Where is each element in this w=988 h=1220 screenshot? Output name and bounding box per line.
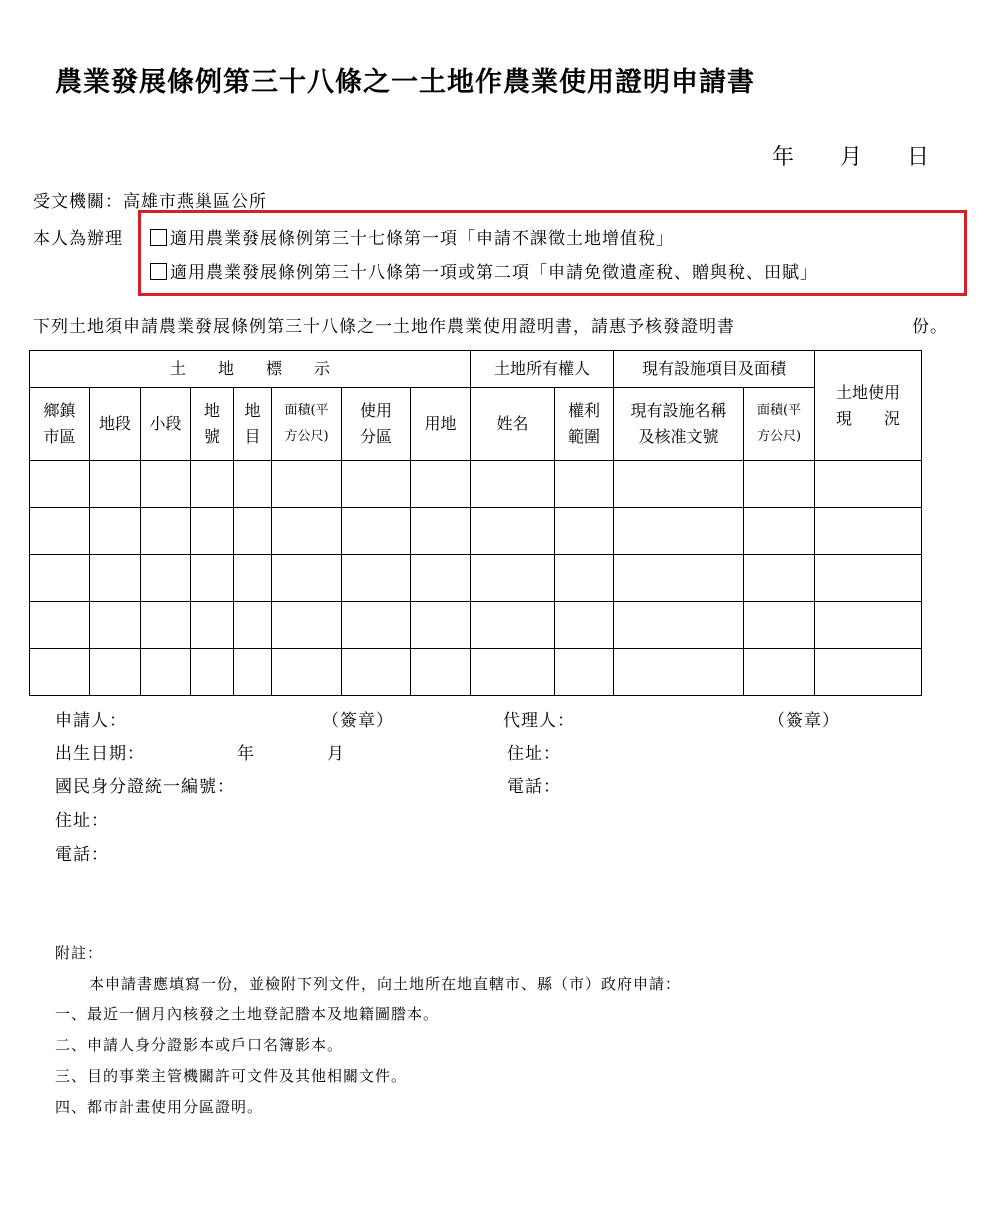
table-row bbox=[30, 602, 922, 649]
table-cell[interactable] bbox=[30, 508, 90, 555]
header-zoning-line1: 使用 bbox=[359, 401, 392, 420]
agent-label: 代理人： bbox=[503, 711, 575, 731]
header-facility-area-line2: 方公尺) bbox=[757, 429, 802, 444]
table-cell[interactable] bbox=[234, 555, 272, 602]
header-rights-scope bbox=[555, 388, 614, 461]
table-cell[interactable] bbox=[30, 555, 90, 602]
table-cell[interactable] bbox=[471, 508, 555, 555]
table-cell[interactable] bbox=[744, 508, 815, 555]
table-cell[interactable] bbox=[744, 649, 815, 696]
header-land-usage bbox=[815, 351, 922, 461]
header-facility-name bbox=[614, 388, 744, 461]
highlight-box bbox=[138, 210, 967, 296]
option-2-label: 適用農業發展條例第三十八條第一項或第二項「申請免徵遺產稅、贈與稅、田賦」 bbox=[170, 263, 818, 283]
notes-item: 四、都市計畫使用分區證明。 bbox=[55, 1098, 264, 1116]
agent-seal: （簽章） bbox=[768, 711, 840, 731]
table-cell[interactable] bbox=[815, 602, 922, 649]
table-cell[interactable] bbox=[471, 649, 555, 696]
header-owner-name: 姓名 bbox=[471, 388, 555, 461]
table-cell[interactable] bbox=[815, 649, 922, 696]
birth-year-label: 年 bbox=[237, 744, 255, 764]
option-1[interactable] bbox=[150, 224, 674, 249]
table-cell[interactable] bbox=[272, 508, 342, 555]
header-facility-area bbox=[744, 388, 815, 461]
table-cell[interactable] bbox=[614, 461, 744, 508]
header-township-line1: 鄉鎮 bbox=[43, 401, 76, 420]
table-cell[interactable] bbox=[90, 461, 141, 508]
table-row bbox=[30, 555, 922, 602]
applicant-address-label: 住址： bbox=[55, 811, 109, 831]
table-cell[interactable] bbox=[234, 649, 272, 696]
header-rights-scope-line1: 權利 bbox=[568, 401, 601, 420]
table-cell[interactable] bbox=[272, 602, 342, 649]
page-title: 農業發展條例第三十八條之一土地作農業使用證明申請書 bbox=[55, 67, 755, 98]
national-id-label: 國民身分證統一編號： bbox=[55, 777, 235, 797]
recipient-agency: 受文機關：高雄市燕巢區公所 bbox=[33, 192, 267, 212]
header-area-line1: 面積(平 bbox=[284, 403, 329, 418]
table-row bbox=[30, 461, 922, 508]
header-land-category bbox=[234, 388, 272, 461]
header-area-line2: 方公尺) bbox=[284, 429, 329, 444]
option-2[interactable] bbox=[150, 258, 818, 283]
header-area bbox=[272, 388, 342, 461]
table-cell[interactable] bbox=[471, 461, 555, 508]
header-facilities: 現有設施項目及面積 bbox=[614, 351, 815, 388]
table-cell[interactable] bbox=[471, 555, 555, 602]
header-lot-number-line1: 地 bbox=[203, 401, 220, 420]
table-cell[interactable] bbox=[342, 555, 411, 602]
table-cell[interactable] bbox=[90, 649, 141, 696]
request-text: 下列土地須申請農業發展條例第三十八條之一土地作農業使用證明書，請惠予核發證明書 bbox=[33, 317, 735, 337]
table-row bbox=[30, 649, 922, 696]
table-cell[interactable] bbox=[744, 555, 815, 602]
birth-date-label: 出生日期： bbox=[55, 744, 145, 764]
table-cell[interactable] bbox=[411, 602, 471, 649]
date-day-label: 日 bbox=[907, 145, 930, 170]
table-cell[interactable] bbox=[555, 649, 614, 696]
table-cell[interactable] bbox=[342, 508, 411, 555]
table-cell[interactable] bbox=[30, 461, 90, 508]
table-cell[interactable] bbox=[342, 649, 411, 696]
table-cell[interactable] bbox=[30, 649, 90, 696]
table-cell[interactable] bbox=[411, 649, 471, 696]
date-month-label: 月 bbox=[840, 145, 863, 170]
notes-item: 三、目的事業主管機關許可文件及其他相關文件。 bbox=[55, 1067, 408, 1085]
table-cell[interactable] bbox=[411, 461, 471, 508]
notes-item: 二、申請人身分證影本或戶口名簿影本。 bbox=[55, 1036, 344, 1054]
table-cell[interactable] bbox=[90, 602, 141, 649]
copies-unit: 份。 bbox=[912, 317, 948, 337]
table-cell[interactable] bbox=[90, 508, 141, 555]
table-cell[interactable] bbox=[90, 555, 141, 602]
header-zoning bbox=[342, 388, 411, 461]
table-cell[interactable] bbox=[555, 508, 614, 555]
header-lot-number bbox=[191, 388, 234, 461]
header-section: 地段 bbox=[90, 388, 141, 461]
header-township-line2: 市區 bbox=[43, 427, 76, 446]
birth-month-label: 月 bbox=[327, 744, 345, 764]
header-subsection: 小段 bbox=[141, 388, 191, 461]
table-cell[interactable] bbox=[815, 555, 922, 602]
option-1-label: 適用農業發展條例第三十七條第一項「申請不課徵土地增值稅」 bbox=[170, 229, 674, 249]
land-table bbox=[29, 350, 922, 696]
table-cell[interactable] bbox=[141, 508, 191, 555]
agent-phone-label: 電話： bbox=[507, 777, 561, 797]
table-row bbox=[30, 508, 922, 555]
agent-address-label: 住址： bbox=[507, 744, 561, 764]
table-cell[interactable] bbox=[815, 508, 922, 555]
table-cell[interactable] bbox=[234, 461, 272, 508]
table-cell[interactable] bbox=[141, 649, 191, 696]
notes-intro: 本申請書應填寫一份，並檢附下列文件，向土地所在地直轄市、縣（市）政府申請： bbox=[89, 975, 682, 993]
header-land-use: 用地 bbox=[411, 388, 471, 461]
table-cell[interactable] bbox=[815, 461, 922, 508]
header-land-category-line2: 目 bbox=[244, 427, 261, 446]
header-land-category-line1: 地 bbox=[244, 401, 261, 420]
table-cell[interactable] bbox=[555, 555, 614, 602]
table-cell[interactable] bbox=[191, 461, 234, 508]
header-facility-name-line2: 及核准文號 bbox=[638, 427, 719, 446]
applicant-phone-label: 電話： bbox=[55, 845, 109, 865]
table-cell[interactable] bbox=[614, 508, 744, 555]
table-cell[interactable] bbox=[234, 508, 272, 555]
table-cell[interactable] bbox=[141, 555, 191, 602]
applicant-label: 申請人： bbox=[55, 711, 127, 731]
table-cell[interactable] bbox=[141, 602, 191, 649]
table-cell[interactable] bbox=[614, 555, 744, 602]
table-cell[interactable] bbox=[272, 461, 342, 508]
header-land-usage-line1: 土地使用 bbox=[836, 382, 901, 402]
table-cell[interactable] bbox=[272, 555, 342, 602]
table-cell[interactable] bbox=[471, 602, 555, 649]
table-cell[interactable] bbox=[744, 602, 815, 649]
date-year-label: 年 bbox=[772, 145, 795, 170]
table-cell[interactable] bbox=[141, 461, 191, 508]
checkbox-tax-exempt[interactable] bbox=[150, 229, 167, 246]
notes-heading: 附註： bbox=[55, 944, 104, 962]
table-cell[interactable] bbox=[191, 602, 234, 649]
header-facility-name-line1: 現有設施名稱 bbox=[630, 401, 727, 420]
table-cell[interactable] bbox=[555, 602, 614, 649]
header-land-usage-line2: 現 況 bbox=[836, 408, 901, 428]
table-cell[interactable] bbox=[342, 602, 411, 649]
header-lot-number-line2: 號 bbox=[203, 427, 220, 446]
header-rights-scope-line2: 範圍 bbox=[568, 427, 601, 446]
table-cell[interactable] bbox=[744, 461, 815, 508]
table-cell[interactable] bbox=[191, 555, 234, 602]
header-facility-area-line1: 面積(平 bbox=[757, 403, 802, 418]
table-cell[interactable] bbox=[411, 508, 471, 555]
notes-item: 一、最近一個月內核發之土地登記謄本及地籍圖謄本。 bbox=[55, 1005, 440, 1023]
table-cell[interactable] bbox=[30, 602, 90, 649]
table-cell[interactable] bbox=[191, 508, 234, 555]
applicant-seal: （簽章） bbox=[322, 711, 394, 731]
header-zoning-line2: 分區 bbox=[359, 427, 392, 446]
table-cell[interactable] bbox=[411, 555, 471, 602]
checkbox-estate-gift-tax[interactable] bbox=[150, 263, 167, 280]
apply-label: 本人為辦理 bbox=[33, 229, 123, 249]
header-township bbox=[30, 388, 90, 461]
header-land-owner: 土地所有權人 bbox=[471, 351, 614, 388]
table-cell[interactable] bbox=[191, 649, 234, 696]
table-cell[interactable] bbox=[614, 602, 744, 649]
table-cell[interactable] bbox=[614, 649, 744, 696]
table-cell[interactable] bbox=[234, 602, 272, 649]
header-land-marking: 土 地 標 示 bbox=[30, 351, 471, 388]
table-cell[interactable] bbox=[555, 461, 614, 508]
table-cell[interactable] bbox=[342, 461, 411, 508]
table-cell[interactable] bbox=[272, 649, 342, 696]
